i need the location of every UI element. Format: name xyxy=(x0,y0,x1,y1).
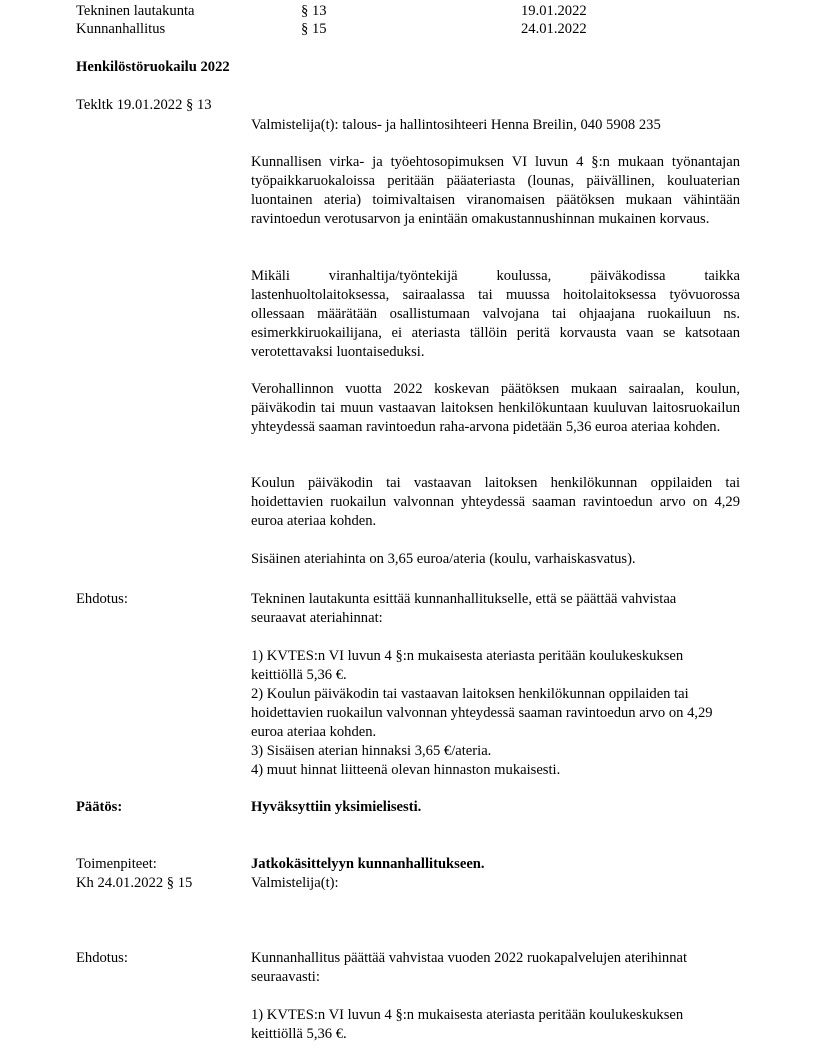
document-title: Henkilöstöruokailu 2022 xyxy=(76,59,230,75)
preparer-line-2: Valmistelija(t): xyxy=(251,875,339,891)
toimenpiteet-label: Toimenpiteet: xyxy=(76,856,157,872)
paatos-text: Hyväksyttiin yksimielisesti. xyxy=(251,799,422,815)
ehdotus-intro-1: Tekninen lautakunta esittää kunnanhallitukselle, että se päättää vahvistaa seuraavat ateriahinnat: xyxy=(251,591,677,626)
ehdotus-item-3: 3) Sisäisen aterian hinnaksi 3,65 €/ateria. xyxy=(251,743,492,759)
ehdotus-intro-2: Kunnanhallitus päättää vahvistaa vuoden 2022 ruokapalvelujen aterihinnat seuraavasti: xyxy=(251,950,688,985)
header-date-1: 19.01.2022 xyxy=(521,3,587,19)
paragraph-1: Kunnallisen virka- ja työehtosopimuksen VI luvun 4 §:n mukaan työnantajan työpaikkaruokaloissa peritään pääateriasta (lounas, päivällinen, kouluaterian luontainen ateria) toimivaltaisen viranomaisen päätöksen mukaan vähintään ravintoedun verotusarvon ja enintään omakustannushinnan mukainen korvaus. xyxy=(251,154,740,227)
ehdotus-item-2: 2) Koulun päiväkodin tai vastaavan laitoksen henkilökunnan oppilaiden tai hoidettavien ruokailun valvonnan yhteydessä saaman ravintoedun arvo on 4,29 euroa ateriaa kohden. xyxy=(251,686,713,740)
ehdotus-2-item-1: 1) KVTES:n VI luvun 4 §:n mukaisesta ateriasta peritään koulukeskuksen keittiöllä 5,36 €. xyxy=(251,1007,684,1042)
ehdotus-item-4: 4) muut hinnat liitteenä olevan hinnaston mukaisesti. xyxy=(251,762,561,778)
preparer-line: Valmistelija(t): talous- ja hallintosihteeri Henna Breilin, 040 5908 235 xyxy=(251,117,661,133)
header-body-1: Tekninen lautakunta xyxy=(76,3,195,19)
tekltk-reference: Tekltk 19.01.2022 § 13 xyxy=(76,97,212,113)
paatos-label: Päätös: xyxy=(76,799,123,815)
ehdotus-label-2: Ehdotus: xyxy=(76,950,128,966)
ehdotus-label-1: Ehdotus: xyxy=(76,591,128,607)
header-section-1: § 13 xyxy=(301,3,327,19)
paragraph-2: Mikäli viranhaltija/työntekijä koulussa, päiväkodissa taikka lastenhuoltolaitoksessa, sairaalassa tai muussa hoitolaitoksessa työvuorossa ollessaan määrätään osallistumaan valvojana tai ohjaajana ruokailuun ns. esimerkkiruokailijana, ei ateriasta tällöin peritä korvausta vaan se katsotaan verotettavaksi luontaiseduksi. xyxy=(251,268,740,360)
paragraph-3: Verohallinnon vuotta 2022 koskevan päätöksen mukaan sairaalan, koulun, päiväkodin tai muun vastaavan laitoksen henkilökuntaan kuuluvan laitosruokailun yhteydessä saaman ravintoedun raha-arvona pidetään 5,36 euroa ateriaa kohden. xyxy=(251,381,740,435)
paragraph-4: Koulun päiväkodin tai vastaavan laitoksen henkilökunnan oppilaiden tai hoidettavien ruokailun valvonnan yhteydessä saaman ravintoedun arvo on 4,29 euroa ateriaa kohden. xyxy=(251,475,740,529)
ehdotus-list-1 xyxy=(251,647,731,780)
header-date-2: 24.01.2022 xyxy=(521,21,587,37)
kh-reference: Kh 24.01.2022 § 15 xyxy=(76,875,193,891)
toimenpiteet-text: Jatkokäsittelyyn kunnanhallitukseen. xyxy=(251,856,485,872)
ehdotus-item-1: 1) KVTES:n VI luvun 4 §:n mukaisesta ateriasta peritään koulukeskuksen keittiöllä 5,36 €. xyxy=(251,648,684,683)
paragraph-5: Sisäinen ateriahinta on 3,65 euroa/ateria (koulu, varhaiskasvatus). xyxy=(251,551,636,567)
header-section-2: § 15 xyxy=(301,21,327,37)
header-body-2: Kunnanhallitus xyxy=(76,21,166,37)
